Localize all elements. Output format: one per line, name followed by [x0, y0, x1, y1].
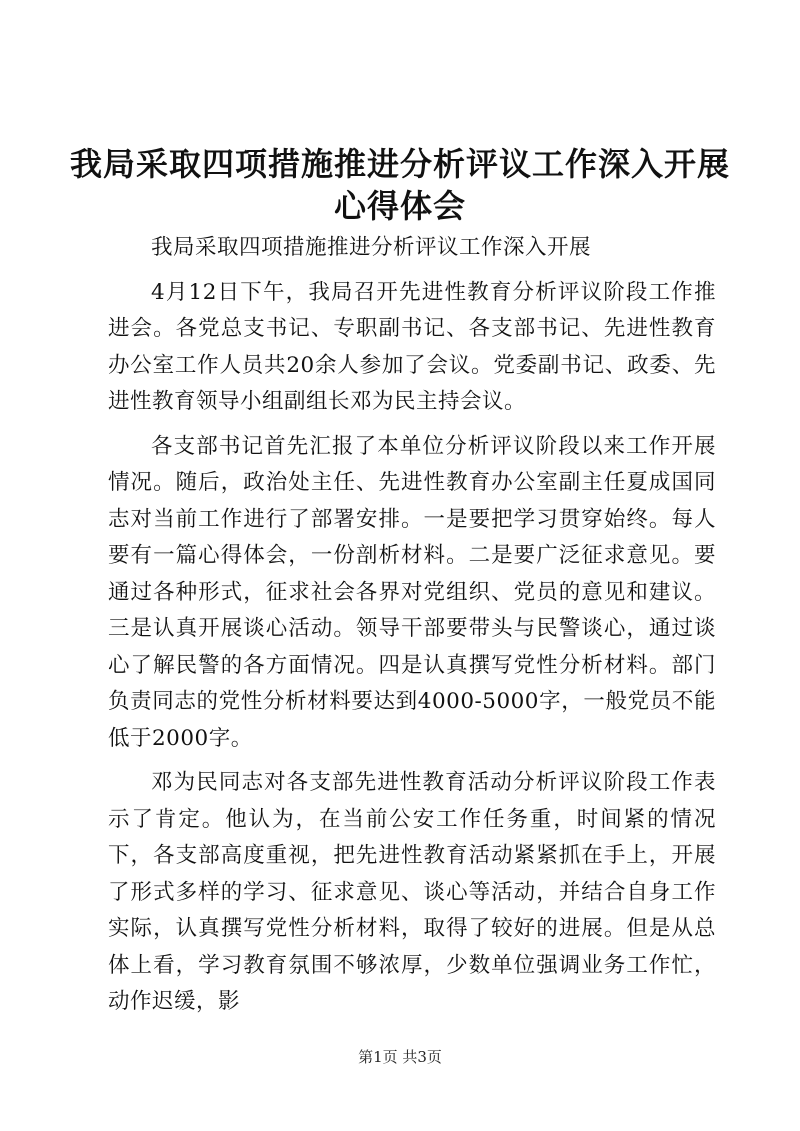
paragraph-subtitle: 我局采取四项措施推进分析评议工作深入开展 — [151, 235, 592, 260]
document-title: 我局采取四项措施推进分析评议工作深入开展心得体会 — [69, 145, 730, 225]
page-footer: 第1页 共3页 — [358, 1048, 442, 1066]
document-body — [108, 230, 716, 1029]
paragraph-meeting: 4月12日下午，我局召开先进性教育分析评议阶段工作推进会。各党总支书记、专职副书记、各支部书记、先进性教育办公室工作人员共20余人参加了会议。党委副书记、政委、先进性教育领导小组副组长邓为民主持会议。 — [108, 279, 716, 414]
paragraph-report: 各支部书记首先汇报了本单位分析评议阶段以来工作开展情况。随后，政治处主任、先进性教育办公室副主任夏成国同志对当前工作进行了部署安排。一是要把学习贯穿始终。每人要有一篇心得体会，一份剖析材料。二是要广泛征求意见。要通过各种形式，征求社会各界对党组织、党员的意见和建议。三是认真开展谈心活动。领导干部要带头与民警谈心，通过谈心了解民警的各方面情况。四是认真撰写党性分析材料。部门负责同志的党性分析材料要达到4000-5000字，一般党员不能低于2000字。 — [108, 433, 716, 751]
paragraph-comment: 邓为民同志对各支部先进性教育活动分析评议阶段工作表示了肯定。他认为，在当前公安工作任务重，时间紧的情况下，各支部高度重视，把先进性教育活动紧紧抓在手上，开展了形式多样的学习、征求意见、谈心等活动，并结合自身工作实际，认真撰写党性分析材料，取得了较好的进展。但是从总体上看，学习教育氛围不够浓厚，少数单位强调业务工作忙，动作迟缓，影 — [108, 770, 716, 1014]
